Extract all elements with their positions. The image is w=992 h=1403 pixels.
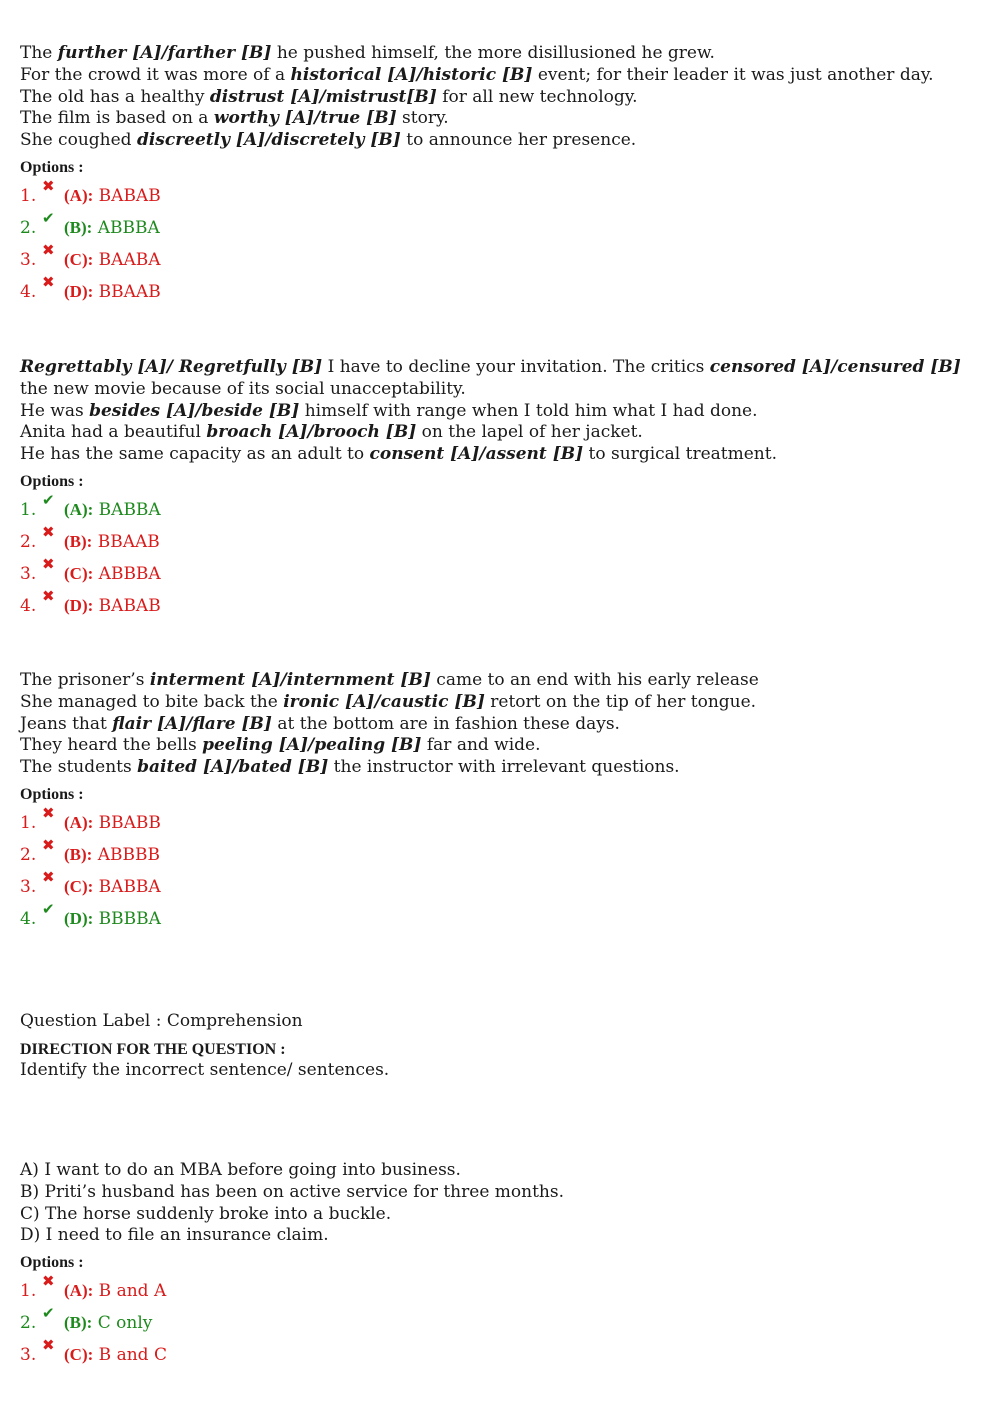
check-icon: ✔ [42,899,55,918]
option-row: 2. ✔ (B): C only [20,1304,153,1334]
option-row: 1. ✖ (A): B and A [20,1272,167,1302]
cross-icon: ✖ [42,803,55,822]
q3-sentence: She managed to bite back the ironic [A]/caustic [B] retort on the tip of her tongue. [20,691,757,712]
check-icon: ✔ [42,490,55,509]
q1-sentence: For the crowd it was more of a historical [A]/historic [B] event; for their leader it was just another day. [20,64,934,85]
q3-sentence: They heard the bells peeling [A]/pealing [B] far and wide. [20,735,541,756]
q4-sentence: C) The horse suddenly broke into a buckle. [20,1203,392,1224]
option-row: 4. ✖ (D): BABAB [20,586,161,616]
q3-sentence: The prisoner’s interment [A]/internment [B] came to an end with his early release [20,670,759,690]
cross-icon: ✖ [42,176,55,195]
q4-sentence: D) I need to file an insurance claim. [20,1225,329,1246]
cross-icon: ✖ [42,272,55,291]
q2-sentence: He was besides [A]/beside [B] himself with range when I told him what I had done. [20,400,758,421]
options-label: Options : [20,158,84,176]
cross-icon: ✖ [42,586,55,605]
q2-sentence: He has the same capacity as an adult to consent [A]/assent [B] to surgical treatment. [20,444,777,465]
option-row: 4. ✔ (D): BBBBA [20,899,161,929]
cross-icon: ✖ [42,1336,55,1355]
q3-sentence: The students baited [A]/bated [B] the instructor with irrelevant questions. [20,757,680,778]
check-icon: ✔ [42,1304,55,1323]
option-row: 1. ✖ (A): BBABB [20,803,161,833]
cross-icon: ✖ [42,522,55,541]
option-row: 4. ✖ (D): BBAAB [20,272,161,302]
option-row: 3. ✖ (C): BAABA [20,240,161,270]
question-label: Question Label : Comprehension [20,1011,303,1031]
q4-sentence: A) I want to do an MBA before going into business. [20,1160,461,1180]
option-row: 3. ✖ (C): ABBBA [20,554,161,584]
q1-sentence: The further [A]/farther [B] he pushed himself, the more disillusioned he grew. [20,43,715,63]
question-1 [20,43,970,308]
option-row: 2. ✖ (B): ABBBB [20,835,160,865]
q3-sentence: Jeans that flair [A]/flare [B] at the bottom are in fashion these days. [20,713,620,734]
cross-icon: ✖ [42,554,55,573]
options-label: Options : [20,1254,84,1272]
cross-icon: ✖ [42,240,55,259]
q1-sentence: She coughed discreetly [A]/discretely [B] to announce her presence. [20,130,637,151]
cross-icon: ✖ [42,1272,55,1291]
q1-sentence: The old has a healthy distrust [A]/mistrust[B] for all new technology. [20,86,638,107]
option-row: 2. ✔ (B): ABBBA [20,208,160,238]
cross-icon: ✖ [42,867,55,886]
option-row: 2. ✖ (B): BBAAB [20,522,160,552]
direction-text: Identify the incorrect sentence/ sentences. [20,1060,390,1080]
question-2 [20,357,970,622]
option-row: 3. ✖ (C): B and C [20,1336,167,1366]
options-label: Options : [20,785,84,803]
q1-sentence: The film is based on a worthy [A]/true [B] story. [20,108,449,129]
question-3 [20,670,970,935]
question-4 [20,1160,970,1371]
option-row: 1. ✔ (A): BABBA [20,490,161,520]
check-icon: ✔ [42,208,55,227]
question-4-header [20,1010,970,1082]
q2-sentence: Regrettably [A]/ Regretfully [B] I have to decline your invitation. The critics censored [A]/censured [B] the new movie because of its social unacceptability. [20,357,961,399]
option-row: 1. ✖ (A): BABAB [20,176,161,206]
option-row: 3. ✖ (C): BABBA [20,867,161,897]
options-label: Options : [20,472,84,490]
q2-sentence: Anita had a beautiful broach [A]/brooch [B] on the lapel of her jacket. [20,422,643,443]
direction-heading: DIRECTION FOR THE QUESTION : [20,1041,286,1058]
q4-sentence: B) Priti’s husband has been on active service for three months. [20,1181,564,1202]
cross-icon: ✖ [42,835,55,854]
